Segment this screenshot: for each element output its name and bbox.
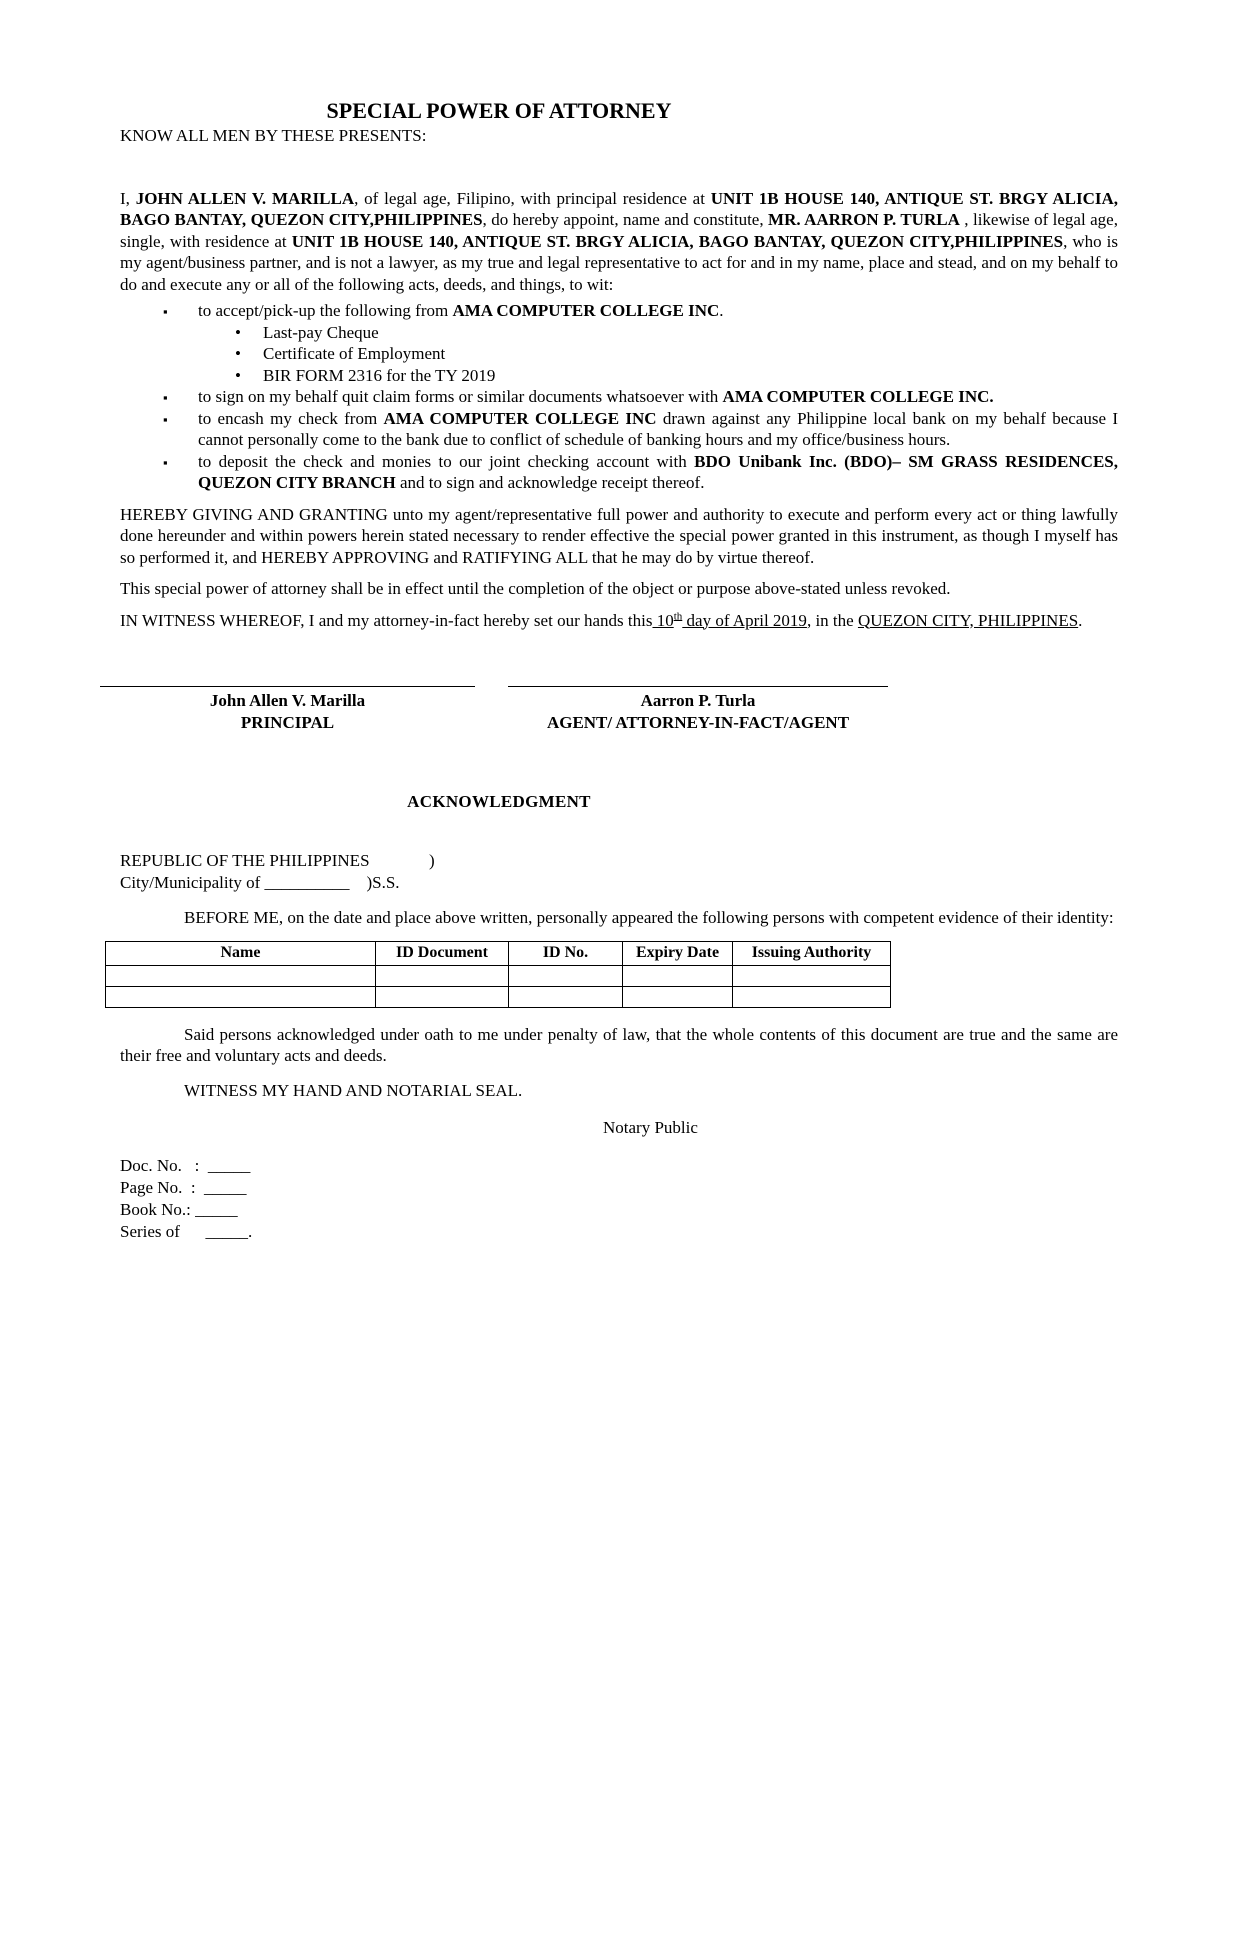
power-item-pickup: [120, 300, 1118, 386]
before-me-paragraph: BEFORE ME, on the date and place above written, personally appeared the following persons with competent evidence of their identity:: [184, 908, 1114, 927]
pickup-item: [198, 365, 1118, 387]
text-segment: AMA COMPUTER COLLEGE INC.: [722, 387, 994, 406]
power-item-quitclaim-text: [198, 387, 994, 406]
series-line: Series of _____.: [120, 1221, 253, 1241]
document-title: SPECIAL POWER OF ATTORNEY: [326, 98, 672, 123]
oath-paragraph: Said persons acknowledged under oath to me under penalty of law, that the whole contents of this document are true and the same are their free and voluntary acts and deeds.: [120, 1024, 1118, 1065]
principal-role: PRINCIPAL: [240, 713, 335, 732]
text-segment: IN WITNESS WHEREOF, I and my attorney-in-fact hereby set our hands this: [120, 610, 653, 630]
table-cell-empty: [106, 965, 376, 986]
text-segment: , do hereby appoint, name and constitute,: [482, 210, 769, 229]
text-segment: to encash my check from: [198, 408, 384, 428]
pickup-item-label: Last-pay Cheque: [263, 322, 379, 342]
text-segment: JOHN ALLEN V. MARILLA: [135, 188, 355, 208]
text-segment: MR. AARRON P. TURLA: [768, 210, 960, 229]
column-header-id-no: ID No.: [509, 941, 623, 965]
text-segment: th: [673, 609, 683, 622]
text-segment: , likewise of legal age, single, with residence at: [120, 210, 1118, 251]
text-segment: to accept/pick-up the following from: [198, 301, 453, 320]
power-item-deposit: [120, 451, 1118, 494]
text-segment: UNIT 1B HOUSE 140, ANTIQUE ST. BRGY ALICIA, BAGO BANTAY, QUEZON CITY,PHILIPPINES: [120, 188, 1118, 229]
text-segment: , who is my agent/business partner, and is not a lawyer, as my true and legal representative to act for and in my name, place and stead, and on my behalf to do and execute any or all of the following acts, deeds, and things, to wit:: [120, 231, 1119, 294]
agent-signature: [508, 686, 888, 734]
column-header-issuing-authority: Issuing Authority: [733, 941, 891, 965]
power-item-encash-text: [198, 409, 1118, 450]
agent-signature-line: [508, 686, 888, 687]
text-segment: .: [719, 301, 724, 320]
acknowledgment-heading: ACKNOWLEDGMENT: [407, 792, 591, 811]
intro-paragraph: [120, 188, 1118, 296]
pickup-item: [198, 343, 1118, 365]
doc-no-line: Doc. No. : _____: [120, 1155, 251, 1175]
identity-table-row: [106, 986, 891, 1007]
principal-name: John Allen V. Marilla: [209, 691, 366, 710]
text-segment: , of legal age, Filipino, with principal residence at: [354, 188, 711, 208]
table-cell-empty: [733, 986, 891, 1007]
text-segment: AMA COMPUTER COLLEGE INC: [383, 408, 657, 428]
text-segment: day of April 2019: [682, 610, 807, 630]
table-cell-empty: [376, 965, 509, 986]
table-cell-empty: [509, 965, 623, 986]
pickup-item-label: Certificate of Employment: [263, 344, 446, 363]
powers-list: [120, 300, 1118, 494]
column-header-id-document: ID Document: [376, 941, 509, 965]
notary-public-label: Notary Public: [603, 1118, 698, 1137]
effectivity-paragraph: This special power of attorney shall be in effect until the completion of the object or purpose above-stated unless revoked.: [120, 579, 951, 598]
agent-name: Aarron P. Turla: [640, 691, 756, 710]
text-segment: I,: [120, 188, 136, 208]
text-segment: 10: [652, 610, 674, 630]
table-cell-empty: [106, 986, 376, 1007]
book-no-line: Book No.: _____: [120, 1199, 238, 1219]
text-segment: UNIT 1B HOUSE 140, ANTIQUE ST. BRGY ALICIA, BAGO BANTAY, QUEZON CITY,PHILIPPINES: [291, 231, 1064, 251]
pickup-item: [198, 322, 1118, 344]
republic-line: REPUBLIC OF THE PHILIPPINES ): [120, 851, 435, 870]
city-municipality-line: City/Municipality of __________ )S.S.: [120, 872, 400, 892]
table-cell-empty: [376, 986, 509, 1007]
text-segment: and to sign and acknowledge receipt thereof.: [395, 473, 705, 492]
page-no-line: Page No. : _____: [120, 1177, 247, 1197]
text-segment: to deposit the check and monies to our joint checking account with: [198, 451, 695, 471]
text-segment: QUEZON CITY, PHILIPPINES: [857, 610, 1079, 630]
table-cell-empty: [623, 965, 733, 986]
identity-table-row: [106, 965, 891, 986]
table-cell-empty: [623, 986, 733, 1007]
pickup-items-list: [198, 322, 1118, 387]
power-item-deposit-text: [198, 452, 1118, 493]
pickup-item-label: BIR FORM 2316 for the TY 2019: [263, 365, 496, 385]
text-segment: to sign on my behalf quit claim forms or similar documents whatsoever with: [198, 387, 723, 406]
jurat-block: [120, 850, 1118, 893]
agent-role: AGENT/ ATTORNEY-IN-FACT/AGENT: [546, 713, 850, 732]
signature-block: [100, 686, 1118, 734]
identity-table: [105, 941, 891, 1008]
granting-paragraph: HEREBY GIVING AND GRANTING unto my agent/representative full power and authority to execute and perform every act or thing lawfully done hereunder and within powers herein stated necessary to render effective the special power granted in this instrument, as though I myself has so performed it, and HEREBY APPROVING and RATIFYING ALL that he may do by virtue thereof.: [120, 504, 1118, 567]
table-cell-empty: [509, 986, 623, 1007]
power-item-pickup-text: [198, 301, 724, 320]
text-segment: .: [1078, 610, 1083, 630]
power-item-quitclaim: [120, 386, 1118, 408]
witness-paragraph: [120, 610, 1118, 632]
notarial-seal-line: WITNESS MY HAND AND NOTARIAL SEAL.: [184, 1080, 523, 1100]
text-segment: , in the: [806, 610, 858, 630]
table-cell-empty: [733, 965, 891, 986]
power-item-encash: [120, 408, 1118, 451]
text-segment: BDO Unibank Inc. (BDO)– SM GRASS RESIDENCES, QUEZON CITY BRANCH: [198, 451, 1118, 492]
principal-signature: [100, 686, 475, 734]
text-segment: drawn against any Philippine local bank on my behalf because I cannot personally come to the bank due to conflict of schedule of banking hours and my office/business hours.: [198, 408, 1118, 449]
text-segment: AMA COMPUTER COLLEGE INC: [452, 301, 720, 320]
identity-table-header-row: [106, 941, 891, 965]
opening-line: KNOW ALL MEN BY THESE PRESENTS:: [120, 126, 427, 145]
notarial-register-block: [120, 1155, 1118, 1243]
column-header-name: Name: [106, 941, 376, 965]
column-header-expiry-date: Expiry Date: [623, 941, 733, 965]
principal-signature-line: [100, 686, 475, 687]
